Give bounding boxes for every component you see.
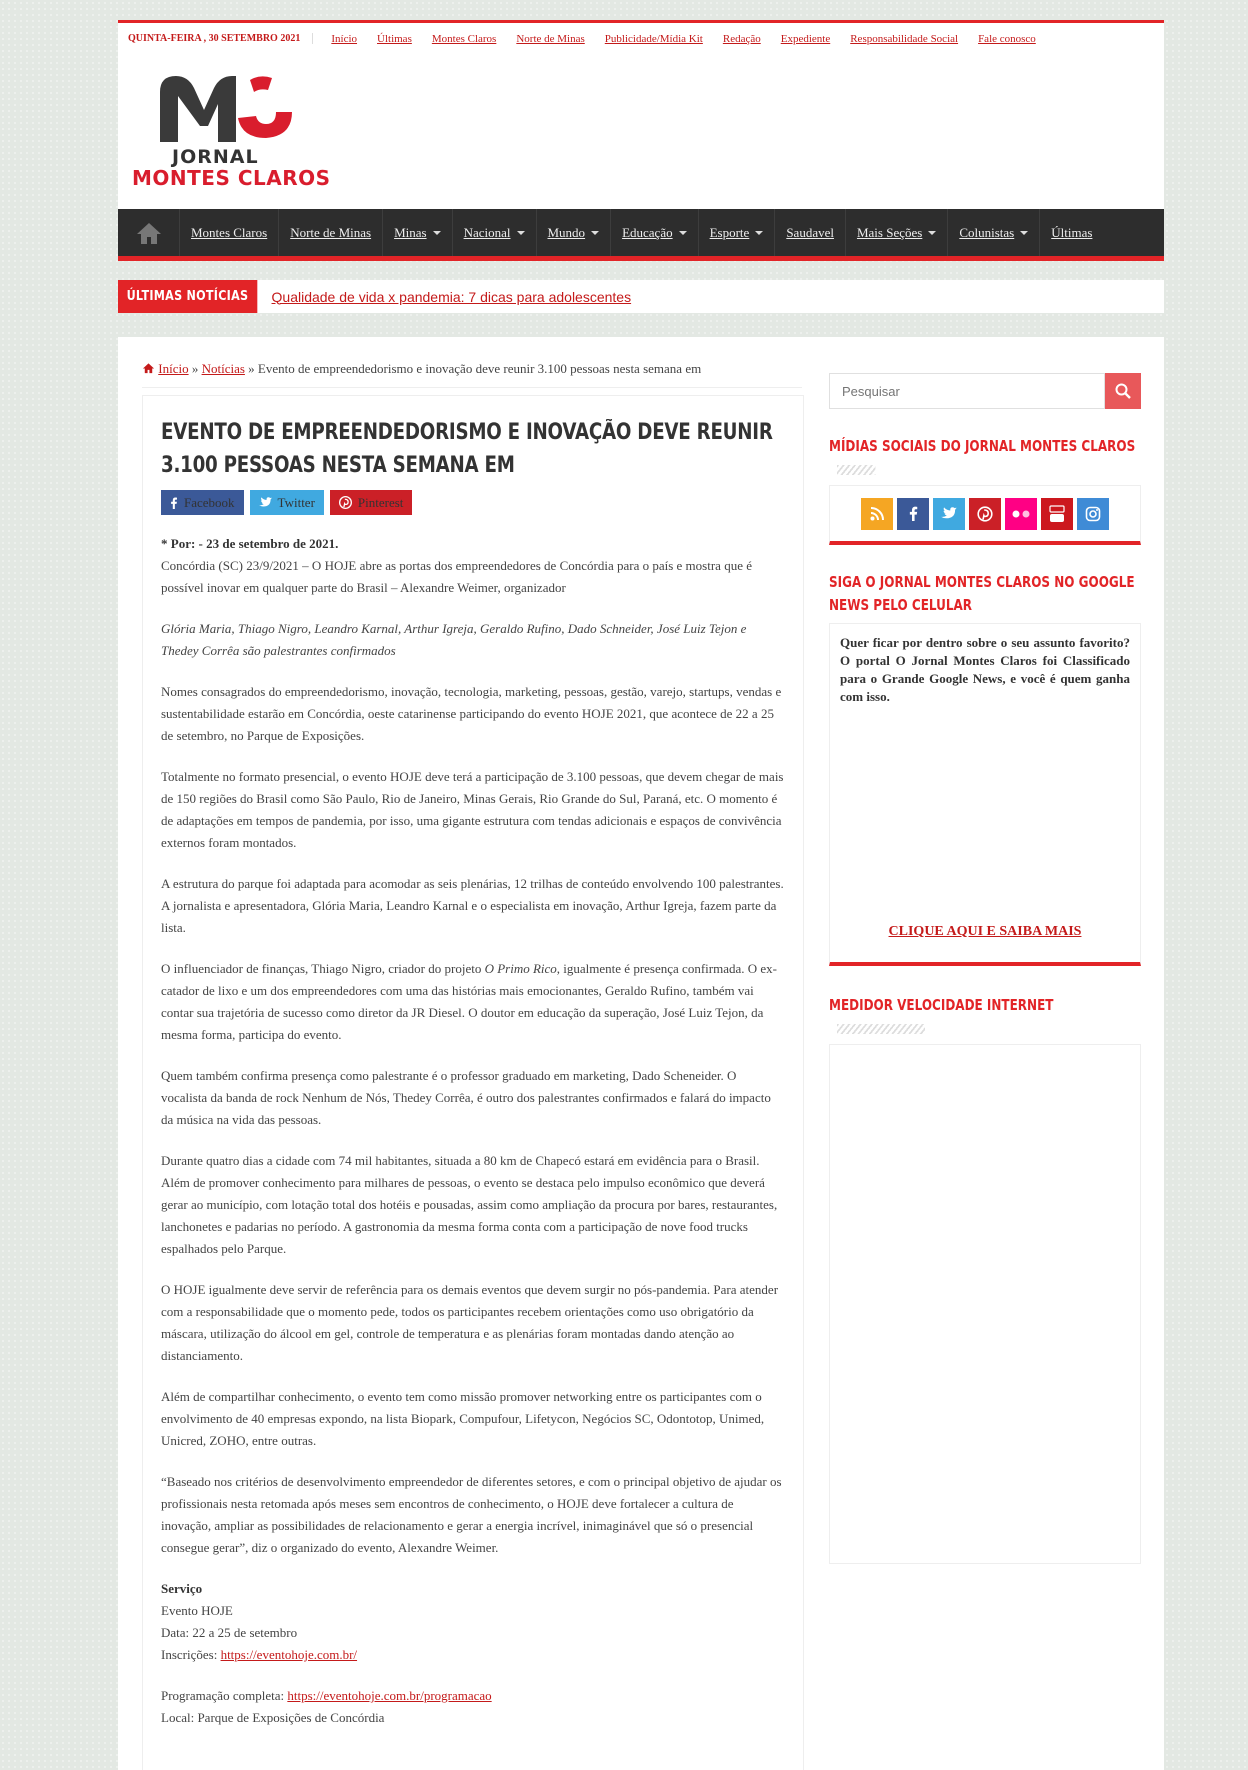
top-link-redacao[interactable]: Redação — [722, 32, 761, 45]
facebook-icon — [170, 497, 178, 509]
breadcrumb-section-link[interactable]: Notícias — [201, 361, 245, 376]
share-pinterest-button[interactable]: Pinterest — [330, 490, 413, 515]
breadcrumb: Início » Notícias » Evento de empreendedorismo e inovação deve reunir 3.100 pessoas nesta semana em — [142, 361, 802, 388]
ticker-label: ÚLTIMAS NOTÍCIAS — [118, 280, 257, 313]
gnews-widget-title: SIGA O JORNAL MONTES CLAROS NO GOOGLE NEWS PELO CELULAR — [829, 573, 1135, 614]
main-nav — [118, 209, 1164, 261]
top-link-montes-claros[interactable]: Montes Claros — [431, 32, 497, 45]
ticker-headline-link[interactable]: Qualidade de vida x pandemia: 7 dicas para adolescentes — [271, 288, 632, 305]
nav-mundo[interactable]: Mundo — [537, 209, 612, 256]
share-buttons — [161, 490, 785, 515]
logo-mc-mark — [132, 70, 328, 150]
gnews-widget — [829, 623, 1141, 966]
nav-minas[interactable]: Minas — [383, 209, 453, 256]
gnews-cta-link[interactable]: CLIQUE AQUI E SAIBA MAIS — [888, 924, 1082, 939]
logo-line-montes-claros: MONTES CLAROS — [132, 166, 331, 190]
top-link-norte-de-minas[interactable]: Norte de Minas — [516, 32, 585, 45]
nav-ultimas[interactable]: Últimas — [1051, 224, 1093, 240]
nav-mais-secoes[interactable]: Mais Seções — [846, 209, 948, 256]
share-facebook-button[interactable]: Facebook — [161, 490, 244, 515]
nav-nacional[interactable]: Nacional — [453, 209, 537, 256]
article-lead: Concórdia (SC) 23/9/2021 – O HOJE abre as portas dos empreendedores de Concórdia para o país e mostra que é possível inovar em qualquer parte do Brasil – Alexandre Weimer, organizador — [161, 558, 752, 595]
top-link-inicio[interactable]: Início — [331, 32, 358, 45]
home-icon — [135, 221, 163, 245]
home-icon — [142, 362, 155, 374]
title-stripes — [837, 1024, 925, 1034]
flickr-icon[interactable] — [1005, 498, 1037, 530]
nav-montes-claros[interactable]: Montes Claros — [180, 209, 279, 256]
service-heading: Serviço — [161, 1581, 203, 1596]
top-link-publicidade[interactable]: Publicidade/Mídia Kit — [604, 32, 703, 45]
pinterest-icon[interactable] — [969, 498, 1001, 530]
programacao-link[interactable]: https://eventohoje.com.br/programacao — [287, 1688, 492, 1703]
article-paragraph: A estrutura do parque foi adaptada para acomodar as seis plenárias, 12 trilhas de conteúdo envolvendo 100 palestrantes. A jornalista e apresentadora, Glória Maria, Leandro Karnal e o especialista em inovação, Arthur Igreja, fazem parte da lista. — [161, 876, 784, 935]
breaking-news-ticker — [118, 280, 1164, 313]
article-paragraph: Quem também confirma presença como palestrante é o professor graduado em marketing, Dado Scheneider. O vocalista da banda de rock Nenhum de Nós, Thedey Corrêa, é outro dos palestrantes confirmados e falará do impacto da música na vida das pessoas. — [161, 1068, 771, 1127]
site-header — [118, 54, 1164, 209]
twitter-icon — [259, 497, 272, 508]
instagram-icon[interactable] — [1077, 498, 1109, 530]
social-widget-title: MÍDIAS SOCIAIS DO JORNAL MONTES CLAROS — [829, 435, 1141, 481]
chevron-down-icon — [517, 231, 525, 235]
home-button[interactable] — [118, 209, 180, 256]
article-title: EVENTO DE EMPREENDEDORISMO E INOVAÇÃO DEVE REUNIR 3.100 PESSOAS NESTA SEMANA EM — [161, 420, 773, 478]
service-block: Serviço Evento HOJE Data: 22 a 25 de setembro Inscrições: https://eventohoje.com.br/ — [161, 1581, 358, 1662]
chevron-down-icon — [591, 231, 599, 235]
article-paragraph: Durante quatro dias a cidade com 74 mil habitantes, situada a 80 km de Chapecó estará em evidência para o Brasil. Além de promover conhecimento para milhares de pessoas, o evento se destaca pelo impulso econômico que deverá gerar ao município, com lotação total dos hotéis e pousadas, assim como ampliação da procura por bares, restaurantes, lanchonetes e padarias no período. A gastronomia da mesma forma conta com a participação de nove food trucks espalhados pelo Parque. — [161, 1153, 778, 1256]
nav-educacao[interactable]: Educação — [611, 209, 699, 256]
inscricoes-link[interactable]: https://eventohoje.com.br/ — [220, 1647, 358, 1662]
breadcrumb-current: Evento de empreendedorismo e inovação deve reunir 3.100 pessoas nesta semana em — [257, 361, 702, 376]
chevron-down-icon — [1020, 231, 1028, 235]
facebook-icon[interactable] — [897, 498, 929, 530]
top-link-fale-conosco[interactable]: Fale conosco — [978, 32, 1036, 45]
search-input[interactable] — [829, 373, 1105, 409]
nav-esporte[interactable]: Esporte — [699, 209, 776, 256]
speedtest-widget — [829, 1044, 1141, 1564]
service-block-2: Programação completa: https://eventohoje.com.br/programacao Local: Parque de Exposições de Concórdia — [161, 1688, 492, 1725]
chevron-down-icon — [679, 231, 687, 235]
chevron-down-icon — [928, 231, 936, 235]
share-twitter-button[interactable]: Twitter — [250, 490, 324, 515]
article-paragraph: Totalmente no formato presencial, o evento HOJE deve terá a participação de 3.100 pessoas, que devem chegar de mais de 150 regiões do Brasil como São Paulo, Rio de Janeiro, Minas Gerais, Rio Grande do Sul, Paraná, etc. O momento é de adaptações em tempos de pandemia, por isso, uma gigante estrutura com tendas adicionais e espaços de convivência externos foram montados. — [161, 769, 784, 850]
article-paragraph: Além de compartilhar conhecimento, o evento tem como missão promover networking entre os participantes com o envolvimento de 40 empresas expondo, na lista Biopark, Compufour, Lifetycon, Negócios SC, Odontotop, Unimed, Unicred, ZOHO, entre outras. — [161, 1389, 765, 1448]
chevron-down-icon — [433, 231, 441, 235]
current-date: QUINTA-FEIRA , 30 SETEMBRO 2021 — [128, 33, 313, 44]
social-icons — [829, 485, 1141, 545]
sidebar — [829, 373, 1141, 1564]
nav-saudavel[interactable]: Saudavel — [775, 209, 846, 256]
article-subtitle: Glória Maria, Thiago Nigro, Leandro Karnal, Arthur Igreja, Geraldo Rufino, Dado Schneider, José Luiz Tejon e Thedey Corrêa são palestrantes confirmados — [161, 621, 747, 658]
rss-icon[interactable] — [861, 498, 893, 530]
article-paragraph: O HOJE igualmente deve servir de referência para os demais eventos que devem surgir no pós-pandemia. Para atender com a responsabilidade que o momento pede, todos os participantes recebem orientações como uso obrigatório da máscara, utilização do álcool em gel, controle de temperatura e as plenárias foram montadas dando atenção ao distanciamento. — [161, 1282, 779, 1363]
search-icon — [1115, 383, 1131, 399]
youtube-icon[interactable] — [1041, 498, 1073, 530]
top-link-expediente[interactable]: Expediente — [780, 32, 831, 45]
top-bar — [118, 20, 1164, 54]
site-logo[interactable] — [132, 70, 331, 190]
logo-line-jornal: JORNAL — [172, 146, 259, 168]
service-event: Evento HOJE — [161, 1603, 233, 1618]
title-stripes — [837, 465, 875, 475]
article — [142, 395, 804, 1770]
twitter-icon[interactable] — [933, 498, 965, 530]
breadcrumb-home-link[interactable]: Início — [158, 361, 189, 376]
top-link-responsabilidade-social[interactable]: Responsabilidade Social — [850, 32, 959, 45]
article-paragraph: Nomes consagrados do empreendedorismo, inovação, tecnologia, marketing, pessoas, gestão, varejo, startups, vendas e sustentabilidade estarão em Concórdia, oeste catarinense participando do evento HOJE 2021, que acontece de 22 a 25 de setembro, no Parque de Exposições. — [161, 684, 782, 743]
speed-widget-title: MEDIDOR VELOCIDADE INTERNET — [829, 994, 1141, 1040]
gnews-text: Quer ficar por dentro sobre o seu assunto favorito? O portal O Jornal Montes Claros foi Classificado para o Grande Google News, e você é quem ganha com isso. — [840, 635, 1130, 704]
nav-colunistas[interactable]: Colunistas — [948, 209, 1040, 256]
nav-norte-de-minas[interactable]: Norte de Minas — [279, 209, 383, 256]
article-paragraph: “Baseado nos critérios de desenvolvimento empreendedor de diferentes setores, e com o principal objetivo de ajudar os profissionais nesta retomada após meses sem encontros de conhecimento, o HOJE deve fortalecer a cultura de inovação, ampliar as possibilidades de relacionamento e gerar a energia incrível, inimaginável que só o presencial consegue gerar”, diz o organizado do evento, Alexandre Weimer. — [161, 1474, 782, 1555]
pinterest-icon — [339, 496, 352, 509]
service-date: Data: 22 a 25 de setembro — [161, 1625, 298, 1640]
top-link-ultimas[interactable]: Últimas — [377, 32, 412, 45]
content-panel — [118, 337, 1164, 1770]
chevron-down-icon — [755, 231, 763, 235]
article-byline: * Por: - 23 de setembro de 2021. — [161, 536, 339, 551]
service-local: Local: Parque de Exposições de Concórdia — [161, 1710, 385, 1725]
search-form — [829, 373, 1141, 409]
search-button[interactable] — [1105, 373, 1141, 409]
article-paragraph: O influenciador de finanças, Thiago Nigro, criador do projeto O Primo Rico, igualmente é presença confirmada. O ex-catador de lixo e um dos empreendedores com uma das histórias mais emocionantes, Geraldo Rufino, também vai contar sua trajetória de sucesso como diretor da JR Diesel. O doutor em educação da superação, José Luiz Tejon, da mesma forma, participa do evento. — [161, 961, 777, 1042]
